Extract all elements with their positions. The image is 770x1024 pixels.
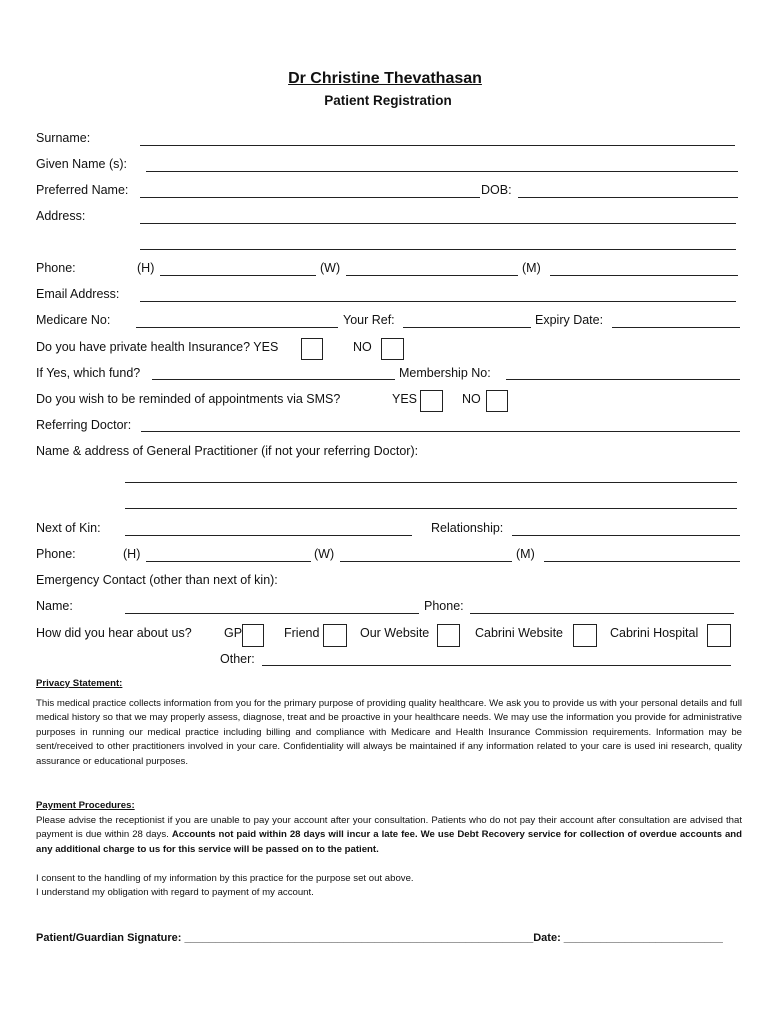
cabrini-website-option-label: Cabrini Website	[475, 626, 564, 640]
payment-body	[36, 814, 742, 857]
medicare-field[interactable]	[136, 327, 338, 328]
emergency-phone-label: Phone:	[424, 599, 464, 613]
which-fund-field[interactable]	[152, 379, 395, 380]
nok-phone-mobile-field[interactable]	[544, 561, 740, 562]
private-insurance-label: Do you have private health Insurance? YES	[36, 340, 279, 354]
emergency-phone-field[interactable]	[470, 613, 734, 614]
sms-no-label: NO	[462, 392, 481, 406]
website-option-checkbox[interactable]	[437, 624, 460, 647]
privacy-body: This medical practice collects information from you for the primary purpose of providing quality healthcare. We ask you to provide us with your personal details and full medical history so that we may properly assess, diagnose, treat and be proactive in your healthcare needs. We may use the information you provide for administrative purposes in running our medical practice including billing and compliance with Medicare and Health Insurance Commission requirements. Information may be sent/received to other practitioners involved in your care. Confidentiality will always be maintained if any information related to your care is used ini research, quality assurance or educational purposes.	[36, 698, 742, 767]
phone-home-label: (H)	[137, 261, 155, 275]
friend-option-label: Friend	[284, 626, 320, 640]
other-label: Other:	[220, 652, 255, 666]
nok-phone-label: Phone:	[36, 547, 76, 561]
gp-address-field-1[interactable]	[125, 482, 737, 483]
sms-no-checkbox[interactable]	[486, 390, 508, 412]
address-label: Address:	[36, 209, 86, 223]
page-subtitle: Patient Registration	[324, 93, 452, 108]
sms-yes-checkbox[interactable]	[420, 390, 443, 412]
next-of-kin-label: Next of Kin:	[36, 521, 101, 535]
phone-label: Phone:	[36, 261, 76, 275]
surname-field[interactable]	[140, 145, 735, 146]
dob-label: DOB:	[481, 183, 512, 197]
medicare-label: Medicare No:	[36, 313, 111, 327]
nok-phone-work-field[interactable]	[340, 561, 512, 562]
nok-phone-work-label: (W)	[314, 547, 335, 561]
email-field[interactable]	[140, 301, 736, 302]
preferred-name-field[interactable]	[140, 197, 480, 198]
preferred-name-label: Preferred Name:	[36, 183, 129, 197]
next-of-kin-field[interactable]	[125, 535, 412, 536]
gp-address-field-2[interactable]	[125, 508, 737, 509]
signature-line[interactable]: Patient/Guardian Signature: _________________________________________________________Date: __________________________	[36, 932, 723, 944]
nok-phone-home-label: (H)	[123, 547, 141, 561]
gp-name-address-label: Name & address of General Practitioner (if not your referring Doctor):	[36, 444, 419, 458]
nok-phone-mobile-label: (M)	[516, 547, 535, 561]
relationship-label: Relationship:	[431, 521, 504, 535]
expiry-date-field[interactable]	[612, 327, 740, 328]
referring-doctor-field[interactable]	[141, 431, 740, 432]
phone-work-field[interactable]	[346, 275, 518, 276]
emergency-name-label: Name:	[36, 599, 73, 613]
gp-option-label: GP	[224, 626, 243, 640]
emergency-name-field[interactable]	[125, 613, 419, 614]
page-title: Dr Christine Thevathasan	[288, 70, 482, 87]
nok-phone-home-field[interactable]	[146, 561, 311, 562]
expiry-date-label: Expiry Date:	[535, 313, 604, 327]
gp-option-checkbox[interactable]	[242, 624, 264, 647]
friend-option-checkbox[interactable]	[323, 624, 347, 647]
relationship-field[interactable]	[512, 535, 740, 536]
referring-doctor-label: Referring Doctor:	[36, 418, 132, 432]
your-ref-label: Your Ref:	[343, 313, 395, 327]
hear-about-label: How did you hear about us?	[36, 626, 192, 640]
given-name-field[interactable]	[146, 171, 738, 172]
phone-work-label: (W)	[320, 261, 341, 275]
privacy-heading: Privacy Statement:	[36, 678, 123, 689]
consent-line-1: I consent to the handling of my information by this practice for the purpose set out above.	[36, 873, 414, 884]
your-ref-field[interactable]	[403, 327, 531, 328]
email-label: Email Address:	[36, 287, 120, 301]
dob-field[interactable]	[518, 197, 738, 198]
address-field-2[interactable]	[140, 249, 736, 250]
given-name-label: Given Name (s):	[36, 157, 127, 171]
phone-mobile-field[interactable]	[550, 275, 738, 276]
membership-label: Membership No:	[399, 366, 491, 380]
surname-label: Surname:	[36, 131, 91, 145]
consent-line-2: I understand my obligation with regard to payment of my account.	[36, 887, 314, 898]
membership-field[interactable]	[506, 379, 740, 380]
other-field[interactable]	[262, 665, 731, 666]
insurance-yes-checkbox[interactable]	[301, 338, 323, 360]
sms-question-label: Do you wish to be reminded of appointments via SMS?	[36, 392, 341, 406]
cabrini-website-option-checkbox[interactable]	[573, 624, 597, 647]
phone-home-field[interactable]	[160, 275, 316, 276]
website-option-label: Our Website	[360, 626, 430, 640]
emergency-contact-label: Emergency Contact (other than next of kin):	[36, 573, 278, 587]
address-field-1[interactable]	[140, 223, 736, 224]
phone-mobile-label: (M)	[522, 261, 541, 275]
insurance-no-checkbox[interactable]	[381, 338, 404, 360]
payment-body-bold-text: Accounts not paid within 28 days will incur a late fee. We use Debt Recovery service for collection of overdue accounts and any additional charge to us for this service will be passed on to the patient.	[36, 829, 742, 855]
cabrini-hospital-option-checkbox[interactable]	[707, 624, 731, 647]
sms-yes-label: YES	[392, 392, 418, 406]
payment-heading: Payment Procedures:	[36, 800, 135, 811]
cabrini-hospital-option-label: Cabrini Hospital	[610, 626, 699, 640]
which-fund-label: If Yes, which fund?	[36, 366, 141, 380]
payment-body-text: Please advise the receptionist if you are unable to pay your account after your consultation. Patients who do not pay their account after consultation are advised that payment is due within 28 days.	[36, 815, 742, 841]
insurance-no-label: NO	[353, 340, 372, 354]
